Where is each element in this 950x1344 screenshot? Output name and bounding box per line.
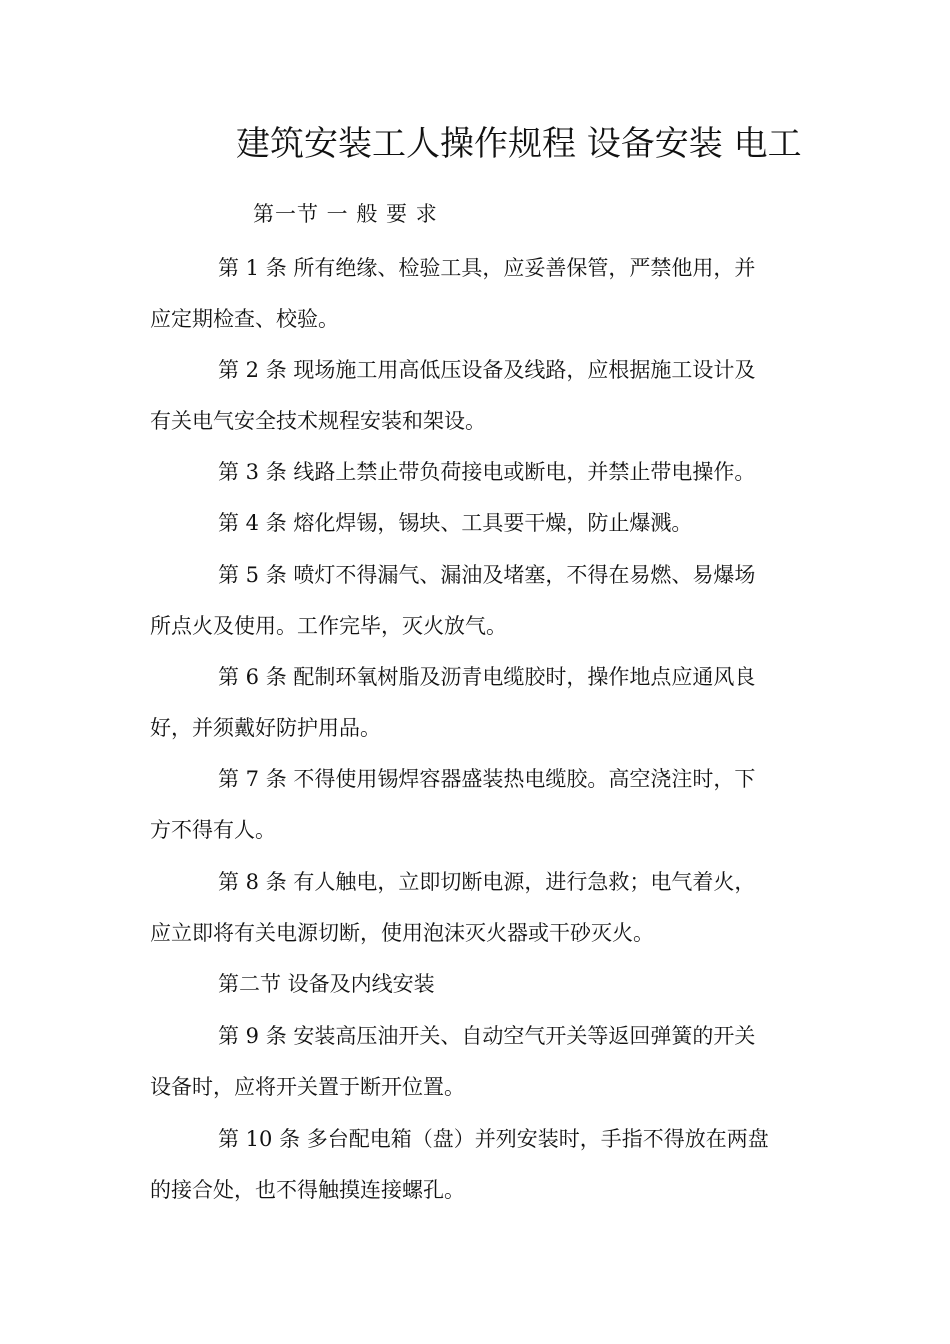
article-8-line-1: 第 8 条 有人触电，立即切断电源，进行急救；电气着火， [218,870,756,894]
article-10-line-1: 第 10 条 多台配电箱（盘）并列安装时，手指不得放在两盘 [218,1127,769,1151]
article-9-line-2: 设备时，应将开关置于断开位置。 [150,1075,465,1099]
article-2-line-2: 有关电气安全技术规程安装和架设。 [150,409,486,433]
article-6-line-1: 第 6 条 配制环氧树脂及沥青电缆胶时，操作地点应通风良 [218,665,756,689]
document-title: 建筑安装工人操作规程 设备安装 电工 [236,124,802,164]
article-2-line-1: 第 2 条 现场施工用高低压设备及线路，应根据施工设计及 [218,358,756,382]
article-8-line-2: 应立即将有关电源切断，使用泡沫灭火器或干砂灭火。 [150,921,654,945]
article-7-line-2: 方不得有人。 [150,818,276,842]
article-7-line-1: 第 7 条 不得使用锡焊容器盛装热电缆胶。高空浇注时，下 [218,767,756,791]
section-heading-2: 第二节 设备及内线安装 [218,972,435,996]
article-5-line-1: 第 5 条 喷灯不得漏气、漏油及堵塞，不得在易燃、易爆场 [218,563,756,587]
article-1-line-1: 第 1 条 所有绝缘、检验工具，应妥善保管，严禁他用，并 [218,256,756,280]
article-9-line-1: 第 9 条 安装高压油开关、自动空气开关等返回弹簧的开关 [218,1024,756,1048]
article-10-line-2: 的接合处，也不得触摸连接螺孔。 [150,1178,465,1202]
article-3-line-1: 第 3 条 线路上禁止带负荷接电或断电，并禁止带电操作。 [218,460,756,484]
article-1-line-2: 应定期检查、校验。 [150,307,339,331]
section-heading-1: 第一节 一 般 要 求 [253,202,438,226]
article-5-line-2: 所点火及使用。工作完毕，灭火放气。 [150,614,507,638]
article-4-line-1: 第 4 条 熔化焊锡，锡块、工具要干燥，防止爆溅。 [218,511,693,535]
article-6-line-2: 好，并须戴好防护用品。 [150,716,381,740]
